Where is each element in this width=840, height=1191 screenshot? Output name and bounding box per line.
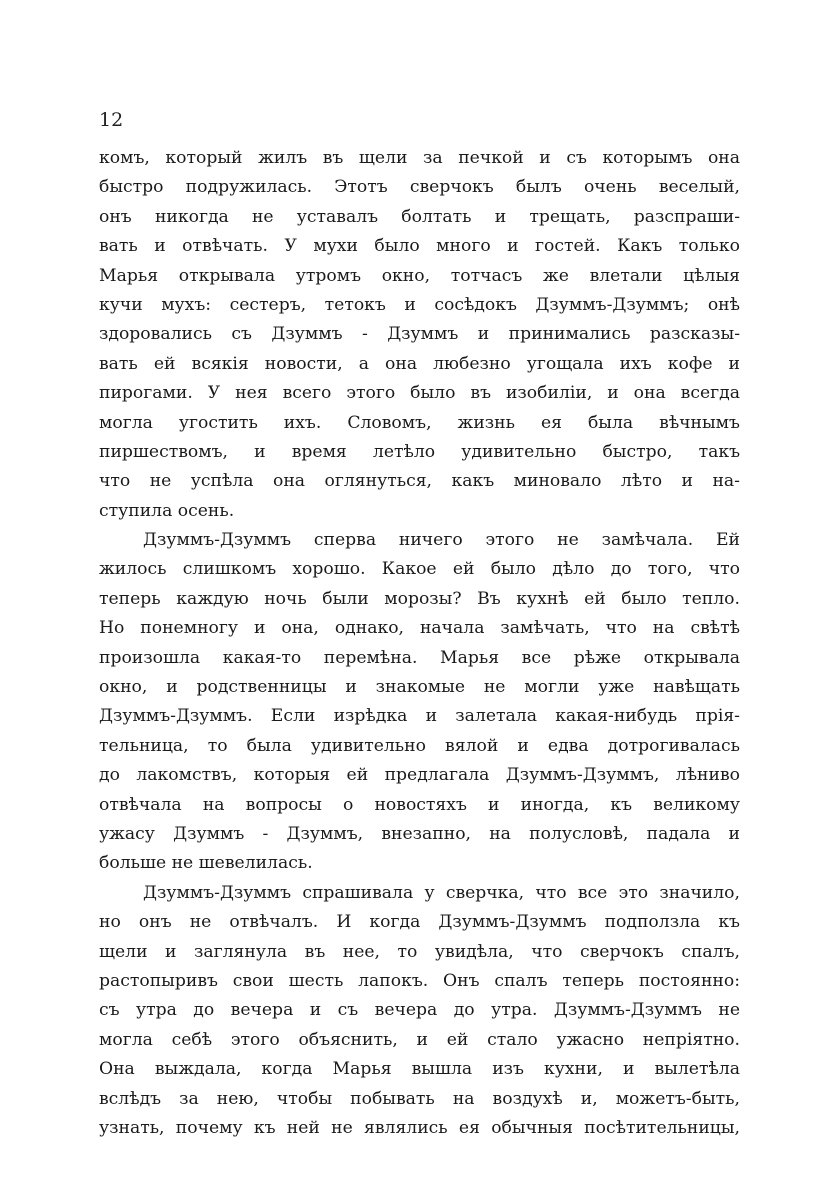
text-line: пирогами. У нея всего этого было въ изобиліи, и она всегда bbox=[99, 383, 740, 404]
text-line: щели и заглянула въ нее, то увидѣла, что сверчокъ спалъ, bbox=[99, 941, 740, 962]
text-line: растопыривъ свои шесть лапокъ. Онъ спалъ теперь постоянно: bbox=[99, 970, 740, 991]
text-line: комъ, который жилъ въ щели за печкой и съ которымъ она bbox=[99, 148, 740, 168]
text-line: Она выждала, когда Марья вышла изъ кухни, и вылетѣла bbox=[99, 1059, 740, 1080]
text-line: тельница, то была удивительно вялой и едва дотрогивалась bbox=[99, 735, 740, 756]
paragraph-2 bbox=[99, 526, 740, 879]
text-line: окно, и родственницы и знакомые не могли уже навѣщать bbox=[99, 677, 740, 698]
text-line: Но понемногу и она, однако, начала замѣчать, что на свѣтѣ bbox=[99, 618, 740, 639]
text-line: Дзуммъ-Дзуммъ спрашивала у сверчка, что все это значило, bbox=[143, 882, 740, 903]
text-line: жилось слишкомъ хорошо. Какое ей было дѣло до того, что bbox=[99, 559, 740, 580]
text-line: могла угостить ихъ. Словомъ, жизнь ея была вѣчнымъ bbox=[99, 412, 740, 433]
text-line: пиршествомъ, и время летѣло удивительно быстро, такъ bbox=[99, 441, 740, 462]
text-line: произошла какая-то перемѣна. Марья все рѣже открывала bbox=[99, 647, 740, 668]
page-number: 12 bbox=[99, 109, 124, 131]
text-line: кучи мухъ: сестеръ, тетокъ и сосѣдокъ Дзуммъ-Дзуммъ; онѣ bbox=[99, 294, 740, 315]
text-line: Марья открывала утромъ окно, тотчасъ же влетали цѣлыя bbox=[99, 265, 740, 286]
text-line: узнать, почему къ ней не являлись ея обычныя посѣтительницы, bbox=[99, 1117, 740, 1138]
body-text bbox=[99, 144, 740, 1143]
text-line: Дзуммъ-Дзуммъ сперва ничего этого не замѣчала. Ей bbox=[143, 530, 740, 551]
text-line: больше не шевелилась. bbox=[99, 853, 313, 874]
text-line: до лакомствъ, которыя ей предлагала Дзуммъ-Дзуммъ, лѣниво bbox=[99, 765, 740, 786]
text-line: здоровались съ Дзуммъ - Дзуммъ и принимались разсказы- bbox=[99, 324, 740, 345]
text-line: вать и отвѣчать. У мухи было много и гостей. Какъ только bbox=[99, 236, 740, 257]
paragraph-1 bbox=[99, 144, 740, 526]
text-line: что не успѣла она оглянуться, какъ миновало лѣто и на- bbox=[99, 471, 740, 492]
text-line: теперь каждую ночь были морозы? Въ кухнѣ ей было тепло. bbox=[99, 588, 740, 609]
text-line: ступила осень. bbox=[99, 500, 235, 521]
text-line: вать ей всякія новости, а она любезно угощала ихъ кофе и bbox=[99, 353, 740, 374]
text-line: быстро подружилась. Этотъ сверчокъ былъ очень веселый, bbox=[99, 177, 740, 198]
text-line: съ утра до вечера и съ вечера до утра. Дзуммъ-Дзуммъ не bbox=[99, 1000, 740, 1021]
text-line: онъ никогда не уставалъ болтать и трещать, разспраши- bbox=[99, 206, 740, 227]
text-line: но онъ не отвѣчалъ. И когда Дзуммъ-Дзуммъ подползла къ bbox=[99, 912, 740, 933]
text-line: могла себѣ этого объяснить, и ей стало ужасно непріятно. bbox=[99, 1029, 740, 1050]
text-line: ужасу Дзуммъ - Дзуммъ, внезапно, на полусловѣ, падала и bbox=[99, 823, 740, 844]
text-line: вслѣдъ за нею, чтобы побывать на воздухѣ и, можетъ-быть, bbox=[99, 1088, 740, 1109]
text-line: отвѣчала на вопросы о новостяхъ и иногда, къ великому bbox=[99, 794, 740, 815]
text-line: Дзуммъ-Дзуммъ. Если изрѣдка и залетала какая-нибудь прія- bbox=[99, 706, 740, 727]
paragraph-3 bbox=[99, 879, 740, 1144]
